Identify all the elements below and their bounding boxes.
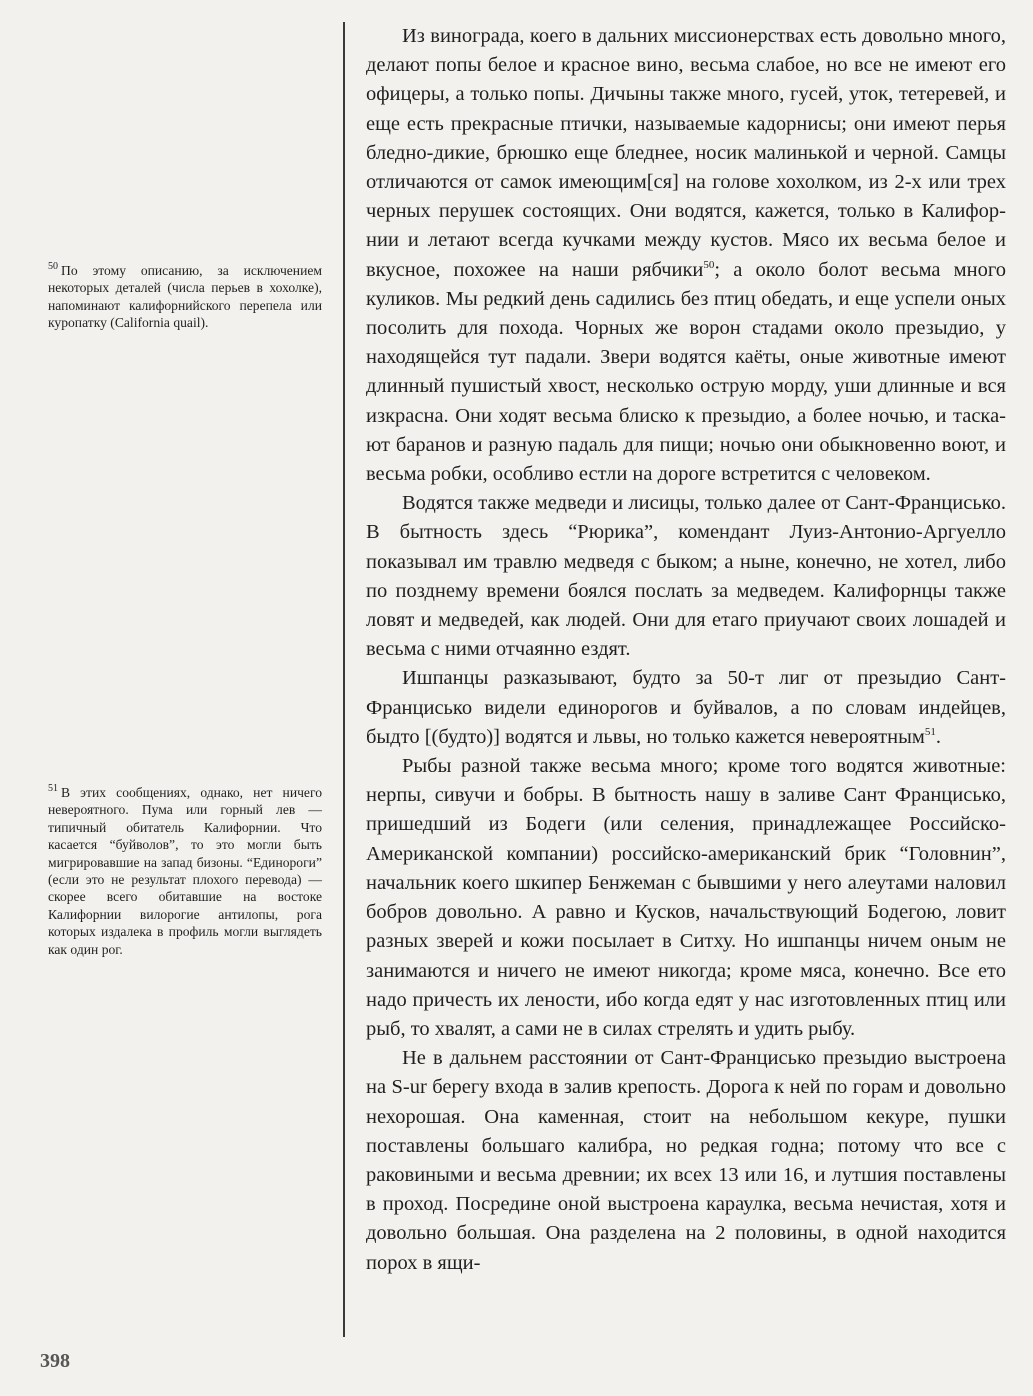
- footnote-ref-51: 51: [924, 726, 936, 739]
- paragraph-2: Водятся также медведи и лисицы, только далее от Сант-Францисько. В бытность здесь “Рюрика”, комендант Луиз-Антонио-Аргуелло показывал им травлю медведя с быком; а ныне, конечно, не хотел, либо по позднему времени боялся послать за медведем. Калифорнцы также ловят и медведей, как людей. Они для етаго приучают своих лошадей и весьма с ними отчаянно ездят.: [366, 492, 1006, 661]
- footnote-50: [48, 262, 322, 332]
- paragraph-3-text-a: Ишпанцы разказывают, будто за 50-т лиг от презыдио Сант-Францисько видели единорогов и буйвалов, а по словам индейцев, быдто [(будто)] водятся и львы, но только кажется невероятным: [366, 667, 1006, 748]
- paragraph-1: [366, 22, 1006, 489]
- paragraph-1-text-b: ; а около болот весьма много куликов. Мы редкий день садились без птиц обедать, и еще успели оных посолить для похода. Чорных же ворон стадами около презыдио, у находящейся тут падали. Звери водятся каёты, оные животные имеют длинный пушистый хвост, несколько острую морду, уши длинные и вся изкрасна. Они ходят весьма блиско к презыдио, а более ночью, и таскают баранов и разную падаль для пищи; ночью они обыкновенно воют, и весьма робки, особливо естли на дороге встретится с человеком.: [366, 258, 1006, 486]
- footnote-51-text: В этих сообщениях, однако, нет ничего невероятного. Пума или горный лев — типичный обитатель Калифорнии. Что касается “буйволов”, то это могли быть мигрировавшие на запад бизоны. “Единороги” (если это не результат плохого перевода) — скорее всего обитавшие на востоке Калифорнии вилорогие антилопы, рога которых издалека в профиль могли выглядеть как один рог.: [48, 785, 322, 957]
- paragraph-5: Не в дальнем расстоянии от Сант-Францисько презыдио выстроена на S-ur берегу входа в залив крепость. Дорога к ней по горам и довольно нехорошая. Она каменная, стоит на небольшом кекуре, пушки поставлены большаго калибра, но редкая годна; потому что все с раковиными и весьма древнии; их всех 13 или 16, и лутшия поставлены в проход. Посредине оной выстроена караулка, весьма нечистая, хотя и довольно большая. Она разделена на 2 половины, в одной находится порох в ящи-: [366, 1047, 1006, 1274]
- paragraph-3-text-b: .: [935, 725, 941, 748]
- footnote-50-text: По этому описанию, за исключением некоторых деталей (числа перьев в хохолке), напоминают калифорнийского перепела или куропатку (California quail).: [48, 263, 322, 331]
- paragraph-4: Рыбы разной также весьма много; кроме того водятся животные: нерпы, сивучи и бобры. В бытность нашу в заливе Сант Францисько, пришедший из Бодеги (или селения, принадлежащее Российско-Американской компании) российско-американский брик “Головнин”, начальник коего шкипер Бенжеман с бывшими у него алеутами наловил бобров довольно. А равно и Кусков, начальствующий Бодегою, ловит разных зверей и кожи посылает в Ситху. Но ишпанцы ничем оным не занимаются и ничего не имеют никогда; кроме мяса, конечно. Все ето надо причесть их лености, ибо когда едят у нас изготовленных птиц или рыб, то хвалят, а сами не в силах стрелять и удить рыбу.: [366, 755, 1006, 1040]
- page-number: 398: [40, 1350, 70, 1372]
- footnote-ref-50: 50: [703, 258, 715, 271]
- paragraph-1-text-a: Из винограда, коего в дальних миссионерствах есть довольно много, делают попы белое и красное вино, весьма слабое, но все не имеют его офицеры, а только попы. Дичыны также много, гусей, уток, тетеревей, и еще есть прекрасные птички, называемые кадорнисы; они имеют перья бледно-дикие, брюшко еще бледнее, носик малинькой и черной. Самцы отличаются от самок имеющим[ся] на голове хохолком, из 2-х или трех черных перушек состоящих. Они водятся, кажется, только в Калифорнии и летают всегда кучками между кустов. Мясо их весьма белое и вкусное, похожее на наши рябчики: [366, 25, 1006, 281]
- footnote-50-number: 50: [48, 261, 58, 273]
- footnote-51: [48, 784, 322, 958]
- footnote-51-number: 51: [48, 783, 58, 795]
- paragraph-3: [366, 664, 1006, 752]
- column-divider-rule: [343, 22, 345, 1337]
- main-text-column: [366, 22, 1006, 1278]
